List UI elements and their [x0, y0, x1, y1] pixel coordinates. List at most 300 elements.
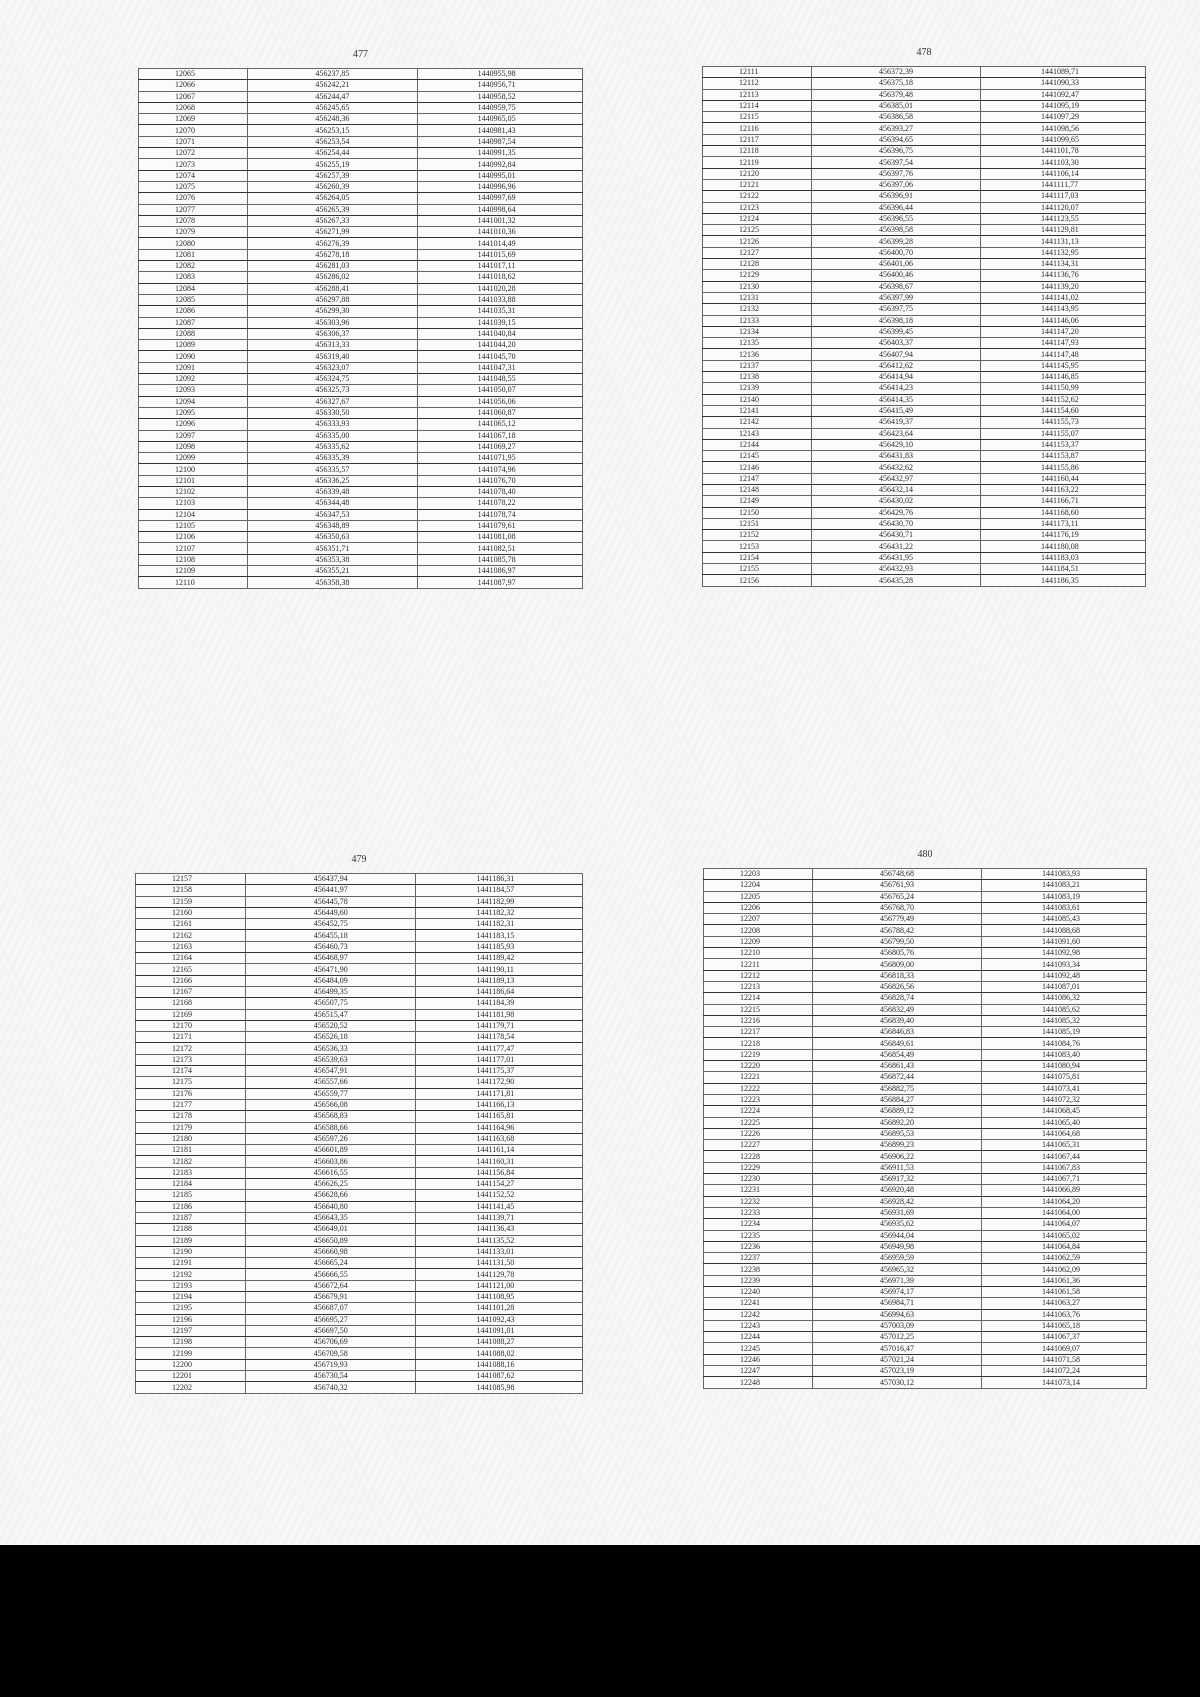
- y-coordinate-cell: 1441183,03: [981, 552, 1146, 563]
- point-number-cell: 12136: [703, 349, 812, 360]
- x-coordinate-cell: 456278,18: [248, 249, 417, 260]
- point-number-cell: 12233: [704, 1207, 813, 1218]
- point-number-cell: 12163: [136, 941, 246, 952]
- table-row: [703, 360, 1146, 371]
- x-coordinate-cell: 456336,25: [248, 475, 417, 486]
- point-number-cell: 12114: [703, 100, 812, 111]
- y-coordinate-cell: 1441184,39: [416, 998, 583, 1009]
- x-coordinate-cell: 456399,45: [812, 326, 981, 337]
- y-coordinate-cell: 1441074,96: [417, 464, 582, 475]
- x-coordinate-cell: 456335,57: [248, 464, 417, 475]
- page-number: 477: [353, 49, 368, 60]
- y-coordinate-cell: 1441092,43: [416, 1314, 583, 1325]
- y-coordinate-cell: 1441045,70: [417, 351, 582, 362]
- point-number-cell: 12070: [139, 125, 248, 136]
- y-coordinate-cell: 1440991,35: [417, 148, 582, 159]
- y-coordinate-cell: 1441047,31: [417, 362, 582, 373]
- table-row: [136, 1167, 583, 1178]
- y-coordinate-cell: 1441095,19: [981, 100, 1146, 111]
- x-coordinate-cell: 456740,32: [245, 1382, 416, 1393]
- y-coordinate-cell: 1441069,07: [982, 1343, 1147, 1354]
- x-coordinate-cell: 456809,00: [813, 959, 982, 970]
- point-number-cell: 12157: [136, 874, 246, 885]
- point-number-cell: 12065: [139, 69, 248, 80]
- point-number-cell: 12243: [704, 1320, 813, 1331]
- x-coordinate-cell: 456672,64: [245, 1280, 416, 1291]
- x-coordinate-cell: 456412,62: [812, 360, 981, 371]
- x-coordinate-cell: 456253,15: [248, 125, 417, 136]
- x-coordinate-cell: 456846,83: [813, 1027, 982, 1038]
- point-number-cell: 12130: [703, 281, 812, 292]
- point-number-cell: 12231: [704, 1185, 813, 1196]
- page-number: 480: [917, 849, 933, 860]
- point-number-cell: 12196: [136, 1314, 246, 1325]
- x-coordinate-cell: 456679,91: [245, 1291, 416, 1302]
- point-number-cell: 12146: [703, 462, 812, 473]
- x-coordinate-cell: 456626,25: [245, 1179, 416, 1190]
- y-coordinate-cell: 1441072,24: [982, 1366, 1147, 1377]
- table-row: [139, 272, 583, 283]
- y-coordinate-cell: 1441067,83: [982, 1162, 1147, 1173]
- y-coordinate-cell: 1441087,62: [416, 1371, 583, 1382]
- table-row: [704, 981, 1147, 992]
- point-number-cell: 12244: [704, 1332, 813, 1343]
- x-coordinate-cell: 456260,39: [248, 181, 417, 192]
- table-row: [139, 486, 583, 497]
- x-coordinate-cell: 456839,40: [813, 1015, 982, 1026]
- y-coordinate-cell: 1441141,02: [981, 292, 1146, 303]
- y-coordinate-cell: 1440992,84: [417, 159, 582, 170]
- x-coordinate-cell: 456313,33: [248, 340, 417, 351]
- y-coordinate-cell: 1441177,01: [416, 1054, 583, 1065]
- y-coordinate-cell: 1441044,20: [417, 340, 582, 351]
- x-coordinate-cell: 456906,22: [813, 1151, 982, 1162]
- table-row: [136, 1325, 583, 1336]
- point-number-cell: 12081: [139, 249, 248, 260]
- y-coordinate-cell: 1441181,98: [416, 1009, 583, 1020]
- point-number-cell: 12225: [704, 1117, 813, 1128]
- x-coordinate-cell: 456325,73: [248, 385, 417, 396]
- point-number-cell: 12205: [704, 891, 813, 902]
- table-row: [704, 1275, 1147, 1286]
- table-row: [136, 1111, 583, 1122]
- x-coordinate-cell: 456959,59: [813, 1253, 982, 1264]
- y-coordinate-cell: 1441092,48: [982, 970, 1147, 981]
- y-coordinate-cell: 1441062,59: [982, 1253, 1147, 1264]
- table-row: [703, 112, 1146, 123]
- table-row: [703, 326, 1146, 337]
- point-number-cell: 12140: [703, 394, 812, 405]
- table-row: [139, 407, 583, 418]
- point-number-cell: 12105: [139, 520, 248, 531]
- y-coordinate-cell: 1441189,42: [416, 953, 583, 964]
- y-coordinate-cell: 1441063,76: [982, 1309, 1147, 1320]
- point-number-cell: 12216: [704, 1015, 813, 1026]
- table-row: [704, 1286, 1147, 1297]
- y-coordinate-cell: 1441092,98: [982, 948, 1147, 959]
- x-coordinate-cell: 456539,63: [245, 1054, 416, 1065]
- x-coordinate-cell: 456355,21: [248, 566, 417, 577]
- y-coordinate-cell: 1441085,62: [982, 1004, 1147, 1015]
- point-number-cell: 12187: [136, 1212, 246, 1223]
- y-coordinate-cell: 1441087,01: [982, 981, 1147, 992]
- point-number-cell: 12184: [136, 1179, 246, 1190]
- x-coordinate-cell: 456288,41: [248, 283, 417, 294]
- x-coordinate-cell: 456849,61: [813, 1038, 982, 1049]
- table-row: [139, 159, 583, 170]
- x-coordinate-cell: 456826,56: [813, 981, 982, 992]
- y-coordinate-cell: 1441088,16: [416, 1359, 583, 1370]
- point-number-cell: 12185: [136, 1190, 246, 1201]
- x-coordinate-cell: 456385,01: [812, 100, 981, 111]
- table-row: [703, 564, 1146, 575]
- point-number-cell: 12144: [703, 439, 812, 450]
- y-coordinate-cell: 1441083,21: [982, 880, 1147, 891]
- y-coordinate-cell: 1441171,81: [416, 1088, 583, 1099]
- point-number-cell: 12217: [704, 1027, 813, 1038]
- y-coordinate-cell: 1440965,05: [417, 114, 582, 125]
- table-row: [139, 215, 583, 226]
- table-row: [704, 1309, 1147, 1320]
- x-coordinate-cell: 456265,39: [248, 204, 417, 215]
- y-coordinate-cell: 1441117,03: [981, 191, 1146, 202]
- table-row: [704, 1377, 1147, 1388]
- table-row: [704, 1140, 1147, 1151]
- point-number-cell: 12239: [704, 1275, 813, 1286]
- x-coordinate-cell: 456603,86: [245, 1156, 416, 1167]
- table-row: [703, 225, 1146, 236]
- x-coordinate-cell: 456281,03: [248, 261, 417, 272]
- x-coordinate-cell: 456397,54: [812, 157, 981, 168]
- x-coordinate-cell: 456306,37: [248, 328, 417, 339]
- y-coordinate-cell: 1441061,36: [982, 1275, 1147, 1286]
- point-number-cell: 12164: [136, 953, 246, 964]
- point-number-cell: 12169: [136, 1009, 246, 1020]
- y-coordinate-cell: 1441134,31: [981, 259, 1146, 270]
- table-row: [703, 202, 1146, 213]
- page-number: 479: [351, 854, 367, 865]
- x-coordinate-cell: 456330,50: [248, 407, 417, 418]
- table-row: [704, 869, 1147, 880]
- table-row: [704, 1185, 1147, 1196]
- x-coordinate-cell: 456832,49: [813, 1004, 982, 1015]
- x-coordinate-cell: 456643,35: [245, 1212, 416, 1223]
- point-number-cell: 12227: [704, 1140, 813, 1151]
- table-row: [704, 970, 1147, 981]
- point-number-cell: 12108: [139, 554, 248, 565]
- table-row: [703, 552, 1146, 563]
- x-coordinate-cell: 456984,71: [813, 1298, 982, 1309]
- x-coordinate-cell: 456396,44: [812, 202, 981, 213]
- y-coordinate-cell: 1441078,22: [417, 498, 582, 509]
- x-coordinate-cell: 456414,35: [812, 394, 981, 405]
- table-row: [704, 959, 1147, 970]
- point-number-cell: 12096: [139, 419, 248, 430]
- point-number-cell: 12069: [139, 114, 248, 125]
- table-row: [139, 317, 583, 328]
- table-row: [139, 193, 583, 204]
- point-number-cell: 12167: [136, 986, 246, 997]
- point-number-cell: 12168: [136, 998, 246, 1009]
- point-number-cell: 12200: [136, 1359, 246, 1370]
- table-row: [139, 351, 583, 362]
- x-coordinate-cell: 456429,10: [812, 439, 981, 450]
- y-coordinate-cell: 1441083,19: [982, 891, 1147, 902]
- table-row: [704, 1027, 1147, 1038]
- x-coordinate-cell: 456799,50: [813, 936, 982, 947]
- x-coordinate-cell: 456333,93: [248, 419, 417, 430]
- point-number-cell: 12198: [136, 1337, 246, 1348]
- x-coordinate-cell: 456397,06: [812, 179, 981, 190]
- x-coordinate-cell: 457003,09: [813, 1320, 982, 1331]
- y-coordinate-cell: 1441090,33: [981, 78, 1146, 89]
- table-row: [136, 1122, 583, 1133]
- y-coordinate-cell: 1440955,98: [417, 69, 582, 80]
- y-coordinate-cell: 1441065,18: [982, 1320, 1147, 1331]
- x-coordinate-cell: 456339,48: [248, 486, 417, 497]
- table-row: [704, 925, 1147, 936]
- point-number-cell: 12234: [704, 1219, 813, 1230]
- y-coordinate-cell: 1441131,50: [416, 1258, 583, 1269]
- x-coordinate-cell: 456666,55: [245, 1269, 416, 1280]
- table-row: [139, 509, 583, 520]
- y-coordinate-cell: 1440959,75: [417, 102, 582, 113]
- x-coordinate-cell: 456805,76: [813, 948, 982, 959]
- table-row: [139, 385, 583, 396]
- point-number-cell: 12066: [139, 80, 248, 91]
- table-row: [136, 919, 583, 930]
- point-number-cell: 12170: [136, 1020, 246, 1031]
- point-number-cell: 12074: [139, 170, 248, 181]
- y-coordinate-cell: 1441163,68: [416, 1133, 583, 1144]
- point-number-cell: 12084: [139, 283, 248, 294]
- point-number-cell: 12122: [703, 191, 812, 202]
- table-row: [139, 554, 583, 565]
- x-coordinate-cell: 456765,24: [813, 891, 982, 902]
- table-row: [704, 880, 1147, 891]
- table-row: [704, 1298, 1147, 1309]
- table-row: [139, 566, 583, 577]
- point-number-cell: 12095: [139, 407, 248, 418]
- table-row: [139, 362, 583, 373]
- x-coordinate-cell: 456882,75: [813, 1083, 982, 1094]
- point-number-cell: 12137: [703, 360, 812, 371]
- x-coordinate-cell: 456423,64: [812, 428, 981, 439]
- y-coordinate-cell: 1441155,07: [981, 428, 1146, 439]
- table-row: [703, 146, 1146, 157]
- x-coordinate-cell: 456430,71: [812, 530, 981, 541]
- table-row: [703, 507, 1146, 518]
- x-coordinate-cell: 456394,65: [812, 134, 981, 145]
- y-coordinate-cell: 1441135,52: [416, 1235, 583, 1246]
- table-row: [136, 1337, 583, 1348]
- point-number-cell: 12094: [139, 396, 248, 407]
- y-coordinate-cell: 1441088,68: [982, 925, 1147, 936]
- y-coordinate-cell: 1441062,09: [982, 1264, 1147, 1275]
- table-row: [139, 261, 583, 272]
- table-row: [139, 294, 583, 305]
- table-row: [703, 134, 1146, 145]
- point-number-cell: 12183: [136, 1167, 246, 1178]
- point-number-cell: 12088: [139, 328, 248, 339]
- table-row: [136, 1133, 583, 1144]
- y-coordinate-cell: 1440956,71: [417, 80, 582, 91]
- y-coordinate-cell: 1441176,19: [981, 530, 1146, 541]
- point-number-cell: 12126: [703, 236, 812, 247]
- y-coordinate-cell: 1441081,08: [417, 532, 582, 543]
- table-row: [704, 1366, 1147, 1377]
- table-row: [136, 975, 583, 986]
- x-coordinate-cell: 456931,69: [813, 1207, 982, 1218]
- x-coordinate-cell: 456649,01: [245, 1224, 416, 1235]
- point-number-cell: 12103: [139, 498, 248, 509]
- table-row: [139, 340, 583, 351]
- point-number-cell: 12134: [703, 326, 812, 337]
- y-coordinate-cell: 1441099,65: [981, 134, 1146, 145]
- point-number-cell: 12124: [703, 213, 812, 224]
- x-coordinate-cell: 456397,99: [812, 292, 981, 303]
- point-number-cell: 12214: [704, 993, 813, 1004]
- point-number-cell: 12101: [139, 475, 248, 486]
- point-number-cell: 12179: [136, 1122, 246, 1133]
- x-coordinate-cell: 456299,30: [248, 306, 417, 317]
- y-coordinate-cell: 1441145,95: [981, 360, 1146, 371]
- point-number-cell: 12172: [136, 1043, 246, 1054]
- point-number-cell: 12100: [139, 464, 248, 475]
- table-row: [704, 1061, 1147, 1072]
- point-number-cell: 12241: [704, 1298, 813, 1309]
- table-row: [704, 1162, 1147, 1173]
- y-coordinate-cell: 1441067,71: [982, 1174, 1147, 1185]
- point-number-cell: 12232: [704, 1196, 813, 1207]
- table-row: [703, 168, 1146, 179]
- y-coordinate-cell: 1441097,29: [981, 112, 1146, 123]
- y-coordinate-cell: 1441085,78: [417, 554, 582, 565]
- table-row: [136, 1291, 583, 1302]
- y-coordinate-cell: 1441189,13: [416, 975, 583, 986]
- y-coordinate-cell: 1441163,22: [981, 484, 1146, 495]
- table-row: [136, 1020, 583, 1031]
- point-number-cell: 12230: [704, 1174, 813, 1185]
- table-row: [136, 930, 583, 941]
- point-number-cell: 12076: [139, 193, 248, 204]
- table-row: [139, 520, 583, 531]
- table-row: [704, 1004, 1147, 1015]
- x-coordinate-cell: 456818,33: [813, 970, 982, 981]
- y-coordinate-cell: 1441139,20: [981, 281, 1146, 292]
- table-row: [704, 1219, 1147, 1230]
- point-number-cell: 12222: [704, 1083, 813, 1094]
- y-coordinate-cell: 1441146,85: [981, 372, 1146, 383]
- table-row: [704, 1253, 1147, 1264]
- table-row: [704, 1049, 1147, 1060]
- y-coordinate-cell: 1441066,89: [982, 1185, 1147, 1196]
- y-coordinate-cell: 1440981,43: [417, 125, 582, 136]
- point-number-cell: 12240: [704, 1286, 813, 1297]
- point-number-cell: 12221: [704, 1072, 813, 1083]
- point-number-cell: 12090: [139, 351, 248, 362]
- table-row: [704, 1106, 1147, 1117]
- point-number-cell: 12092: [139, 374, 248, 385]
- point-number-cell: 12171: [136, 1032, 246, 1043]
- y-coordinate-cell: 1441166,71: [981, 496, 1146, 507]
- x-coordinate-cell: 456917,32: [813, 1174, 982, 1185]
- point-number-cell: 12082: [139, 261, 248, 272]
- table-row: [704, 1264, 1147, 1275]
- point-number-cell: 12078: [139, 215, 248, 226]
- x-coordinate-cell: 456536,33: [245, 1043, 416, 1054]
- point-number-cell: 12229: [704, 1162, 813, 1173]
- point-number-cell: 12192: [136, 1269, 246, 1280]
- point-number-cell: 12246: [704, 1354, 813, 1365]
- page-478: [702, 46, 1146, 746]
- table-row: [704, 914, 1147, 925]
- x-coordinate-cell: 456854,49: [813, 1049, 982, 1060]
- x-coordinate-cell: 456484,09: [245, 975, 416, 986]
- table-row: [704, 948, 1147, 959]
- point-number-cell: 12237: [704, 1253, 813, 1264]
- table-row: [703, 157, 1146, 168]
- table-row: [139, 453, 583, 464]
- x-coordinate-cell: 456884,27: [813, 1094, 982, 1105]
- x-coordinate-cell: 456452,75: [245, 919, 416, 930]
- point-number-cell: 12224: [704, 1106, 813, 1117]
- point-number-cell: 12072: [139, 148, 248, 159]
- x-coordinate-cell: 456526,18: [245, 1032, 416, 1043]
- table-row: [704, 1207, 1147, 1218]
- table-row: [703, 213, 1146, 224]
- y-coordinate-cell: 1441056,06: [417, 396, 582, 407]
- point-number-cell: 12156: [703, 575, 812, 586]
- point-number-cell: 12161: [136, 919, 246, 930]
- y-coordinate-cell: 1441164,96: [416, 1122, 583, 1133]
- point-number-cell: 12208: [704, 925, 813, 936]
- x-coordinate-cell: 456547,91: [245, 1066, 416, 1077]
- y-coordinate-cell: 1441067,37: [982, 1332, 1147, 1343]
- table-row: [703, 462, 1146, 473]
- y-coordinate-cell: 1441065,31: [982, 1140, 1147, 1151]
- point-number-cell: 12178: [136, 1111, 246, 1122]
- table-row: [139, 396, 583, 407]
- x-coordinate-cell: 456709,58: [245, 1348, 416, 1359]
- table-row: [139, 430, 583, 441]
- y-coordinate-cell: 1441141,45: [416, 1201, 583, 1212]
- x-coordinate-cell: 456994,63: [813, 1309, 982, 1320]
- x-coordinate-cell: 456324,75: [248, 374, 417, 385]
- y-coordinate-cell: 1441155,86: [981, 462, 1146, 473]
- x-coordinate-cell: 456393,27: [812, 123, 981, 134]
- point-number-cell: 12079: [139, 227, 248, 238]
- coordinates-table: [138, 68, 583, 589]
- point-number-cell: 12175: [136, 1077, 246, 1088]
- table-row: [136, 1088, 583, 1099]
- x-coordinate-cell: 456237,85: [248, 69, 417, 80]
- table-row: [139, 464, 583, 475]
- y-coordinate-cell: 1441150,99: [981, 383, 1146, 394]
- table-row: [139, 114, 583, 125]
- x-coordinate-cell: 456432,14: [812, 484, 981, 495]
- point-number-cell: 12219: [704, 1049, 813, 1060]
- point-number-cell: 12218: [704, 1038, 813, 1049]
- y-coordinate-cell: 1441033,88: [417, 294, 582, 305]
- y-coordinate-cell: 1441177,47: [416, 1043, 583, 1054]
- point-number-cell: 12075: [139, 181, 248, 192]
- point-number-cell: 12133: [703, 315, 812, 326]
- x-coordinate-cell: 456398,67: [812, 281, 981, 292]
- table-row: [136, 907, 583, 918]
- point-number-cell: 12228: [704, 1151, 813, 1162]
- point-number-cell: 12191: [136, 1258, 246, 1269]
